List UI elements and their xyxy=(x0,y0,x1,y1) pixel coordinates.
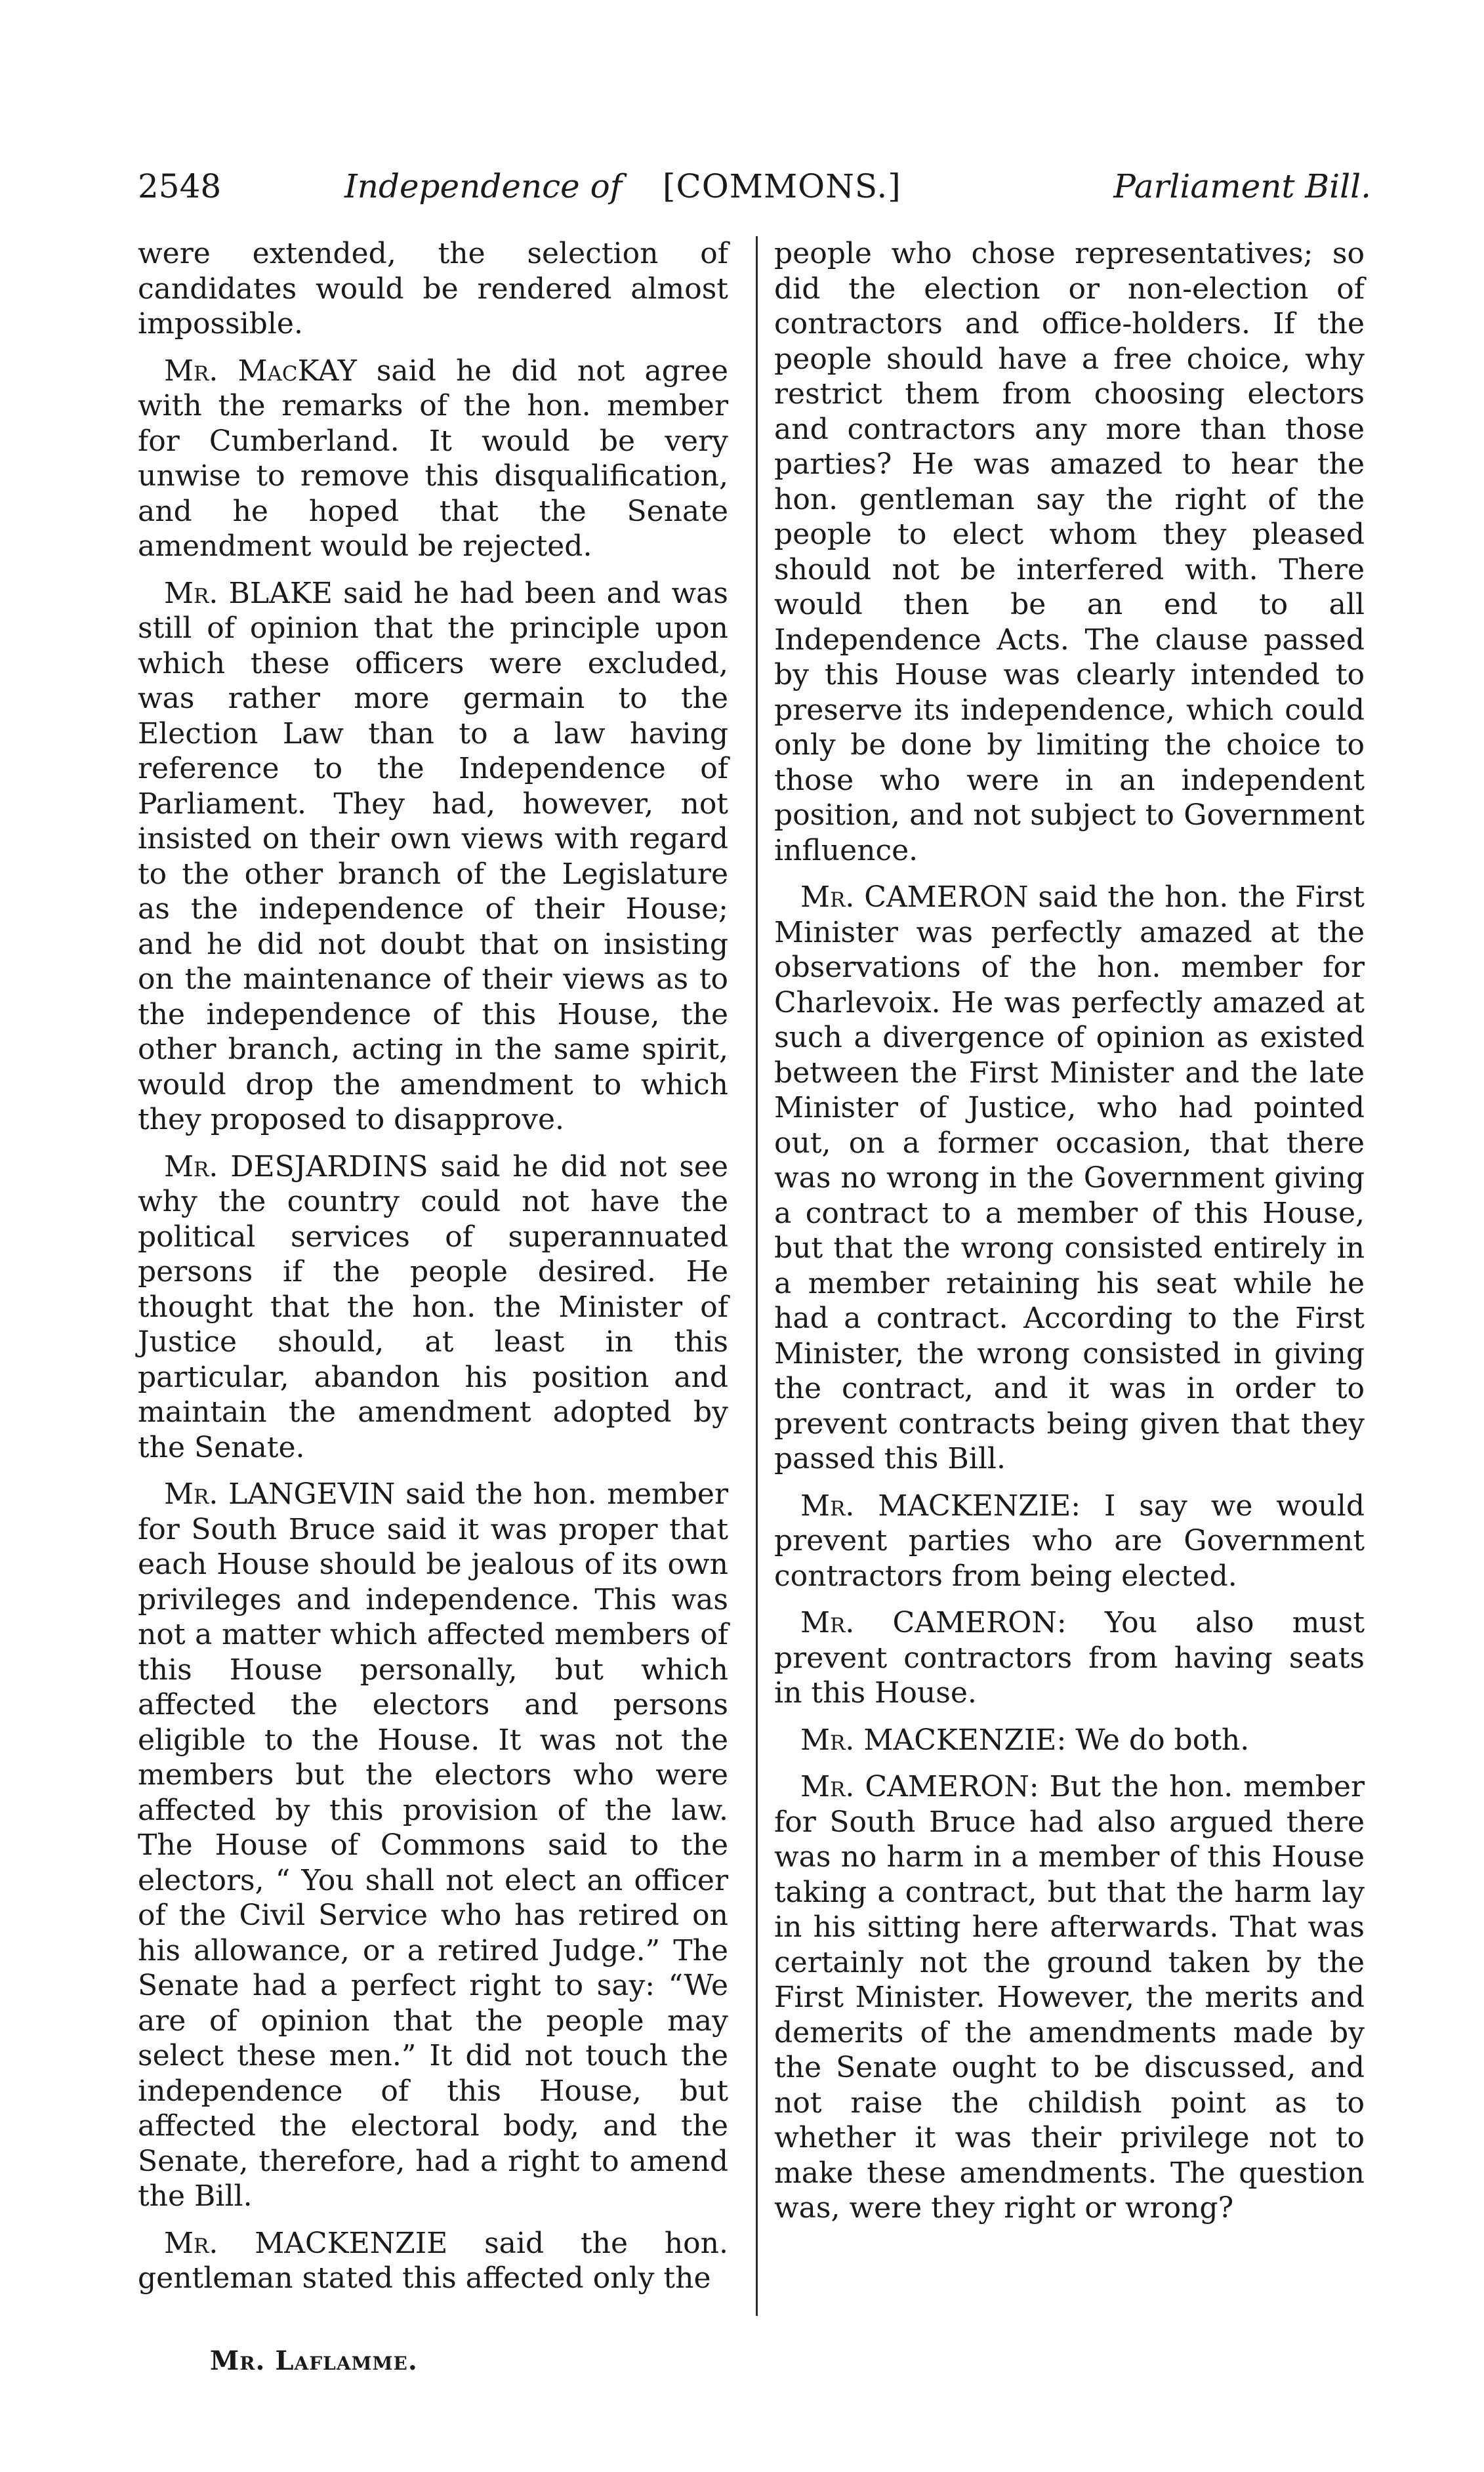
speech-paragraph xyxy=(774,1769,1365,2226)
left-running-title: Independence of xyxy=(344,167,623,205)
speaker-name: Mr. MACKENZIE xyxy=(800,1489,1071,1523)
speech-paragraph xyxy=(774,1489,1365,1594)
speaker-name: Mr. MacKAY xyxy=(164,354,357,388)
speaker-name: Mr. MACKENZIE xyxy=(800,1723,1057,1757)
speaker-name: Mr. LANGEVIN xyxy=(164,1477,396,1511)
running-header xyxy=(138,167,1371,220)
right-running-title: Parliament Bill. xyxy=(1113,167,1371,205)
paragraph-continued xyxy=(774,236,1365,868)
speech-paragraph xyxy=(774,1605,1365,1711)
paragraph-text: : I say we would prevent parties who are Government contractors from being elected. xyxy=(774,1489,1365,1593)
paragraph-continued xyxy=(138,236,728,342)
speech-paragraph xyxy=(138,2226,728,2296)
paragraph-text: : We do both. xyxy=(1056,1723,1250,1757)
paragraph-text: said the hon. gentleman stated this affected only the xyxy=(138,2226,728,2295)
column-divider xyxy=(756,236,758,2316)
paragraph-text: : You also must prevent contractors from having seats in this House. xyxy=(774,1606,1365,1710)
speech-paragraph xyxy=(138,576,728,1138)
paragraph-text: : But the hon. member for South Bruce had also argued there was no harm in a member of this House taking a contract, but that the harm lay in his sitting here afterwards. That was certainly not the ground taken by the First Minister. However, the merits and demerits of the amendments made by the Senate ought to be discussed, and not raise the childish point as to whether it was their privilege not to make these amendments. The question was, were they right or wrong? xyxy=(774,1770,1365,2225)
house-title: [COMMONS.] xyxy=(663,167,901,205)
speaker-name: Mr. MACKENZIE xyxy=(164,2226,448,2260)
paragraph-text: said he had been and was still of opinion that the principle upon which these officers were excluded, was rather more germain to the Election Law than to a law having reference to the Independence of Parliament. They had, however, not insisted on their own views with regard to the other branch of the Legislature as the independence of their House; and he did not doubt that on insisting on the maintenance of their views as to the independence of this House, the other branch, acting in the same spirit, would drop the amendment to which they proposed to disapprove. xyxy=(138,576,728,1136)
speaker-name: Mr. CAMERON xyxy=(800,1770,1029,1803)
paragraph-text: said he did not agree with the remarks of the hon. member for Cumberland. It would be very unwise to remove this disqualification, and he hoped that the Senate amendment would be rejected. xyxy=(138,354,728,563)
right-column xyxy=(774,236,1365,2238)
speaker-name: Mr. BLAKE xyxy=(164,576,333,610)
paragraph-text: people who chose representatives; so did the election or non-election of contractors and office-holders. If the people should have a free choice, why restrict them from choosing electors and contractors any more than those parties? He was amazed to hear the hon. gentleman say the right of the people to elect whom they pleased should not be interfered with. There would then be an end to all Independence Acts. The clause passed by this House was clearly intended to preserve its independence, which could only be done by limiting the choice to those who were in an independent position, and not subject to Government influence. xyxy=(774,237,1365,867)
left-column xyxy=(138,236,728,2308)
speaker-name: Mr. DESJARDINS xyxy=(164,1149,428,1184)
speech-paragraph xyxy=(138,1149,728,1466)
paragraph-text: said the hon. the First Minister was perfectly amazed at the observations of the hon. member for Charlevoix. He was perfectly amazed at such a divergence of opinion as existed between the First Minister and the late Minister of Justice, who had pointed out, on a former occasion, that there was no wrong in the Government giving a contract to a member of this House, but that the wrong consisted entirely in a member retaining his seat while he had a contract. According to the First Minister, the wrong consisted in giving the contract, and it was in order to prevent contracts being given that they passed this Bill. xyxy=(774,880,1365,1475)
speech-paragraph xyxy=(138,1477,728,2214)
speech-paragraph xyxy=(138,354,728,564)
catchword: Mr. Laflamme. xyxy=(210,2345,418,2376)
paragraph-text: said he did not see why the country could not have the political services of superannuated persons if the people desired. He thought that the hon. the Minister of Justice should, at least in this particular, abandon his position and maintain the amendment adopted by the Senate. xyxy=(138,1149,728,1464)
speaker-name: Mr. CAMERON xyxy=(800,1606,1057,1639)
page-number: 2548 xyxy=(138,167,222,205)
speaker-name: Mr. CAMERON xyxy=(800,880,1029,914)
paragraph-text: were extended, the selection of candidates would be rendered almost impossible. xyxy=(138,237,728,340)
speech-paragraph xyxy=(774,880,1365,1477)
paragraph-text: said the hon. member for South Bruce said it was proper that each House should be jealous of its own privileges and independence. This was not a matter which affected members of this House personally, but which affected the electors and persons eligible to the House. It was not the members but the electors who were affected by this provision of the law. The House of Commons said to the electors, “ You shall not elect an officer of the Civil Service who has retired on his allowance, or a retired Judge.” The Senate had a perfect right to say: “We are of opinion that the people may select these men.” It did not touch the independence of this House, but affected the electoral body, and the Senate, therefore, had a right to amend the Bill. xyxy=(138,1477,728,2213)
speech-paragraph xyxy=(774,1723,1365,1758)
